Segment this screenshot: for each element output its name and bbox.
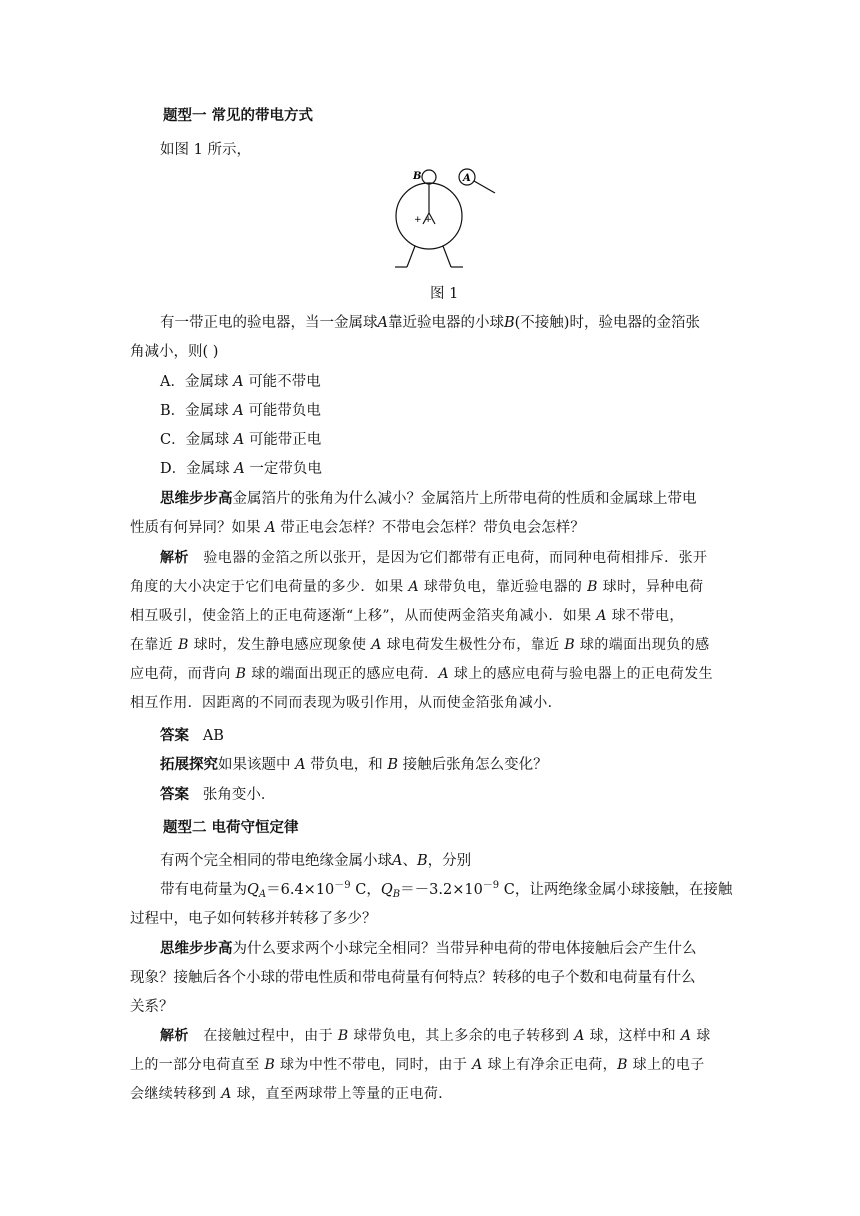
section1-heading: 题型一 常见的带电方式 — [163, 108, 314, 124]
electroscope-figure — [385, 162, 505, 274]
ball-b — [422, 170, 436, 184]
answer-value: AB — [202, 728, 224, 744]
question-line-1: 有一带正电的验电器，当一金属球A靠近验电器的小球B(不接触)时，验电器的金箔张 — [160, 315, 700, 331]
analysis-label: 解析 — [160, 550, 189, 566]
s2-think-label: 思维步步高 — [160, 941, 233, 957]
option-d: D．金属球 A 一定带负电 — [160, 461, 322, 477]
section1-intro: 如图 1 所示， — [160, 142, 251, 158]
s2-analysis-line-2: 上的一部分电荷直至 B 球为中性不带电，同时，由于 A 球上有净余正电荷，B 球上的电子 — [130, 1057, 705, 1073]
question-line-2: 角减小，则( ) — [130, 344, 219, 360]
option-b: B．金属球 A 可能带负电 — [160, 403, 321, 419]
explore-line: 拓展探究如果该题中 A 带负电，和 B 接触后张角怎么变化？ — [160, 757, 548, 773]
s2-think-line-1: 思维步步高为什么要求两个小球完全相同？当带异种电荷的带电体接触后会产生什么 — [160, 941, 697, 957]
label-b: B — [413, 171, 422, 182]
analysis-line-3: 相互吸引，使金箔上的正电荷逐渐“上移”，从而使两金箔夹角减小．如果 A 球不带电， — [130, 608, 684, 624]
leg-right — [443, 246, 451, 267]
analysis-line-4: 在靠近 B 球时，发生静电感应现象使 A 球电荷发生极性分布，靠近 B 球的端面出现负的感 — [130, 637, 710, 653]
option-c: C．金属球 A 可能带正电 — [160, 432, 322, 448]
label-a: A — [463, 173, 471, 184]
think-line-1: 思维步步高金属箔片的张角为什么减小？金属箔片上所带电荷的性质和金属球上带电 — [160, 491, 697, 507]
analysis-line-5: 应电荷，而背向 B 球的端面出现正的感应电荷．A 球上的感应电荷与验电器上的正电荷发生 — [130, 666, 714, 682]
figure-caption: 图 1 — [430, 286, 459, 302]
answer2-label: 答案 — [160, 787, 189, 803]
answer-label: 答案 — [160, 728, 189, 744]
s2-analysis-line-3: 会继续转移到 A 球，直至两球带上等量的正电荷． — [130, 1086, 453, 1102]
s2-question-line-2: 带有电荷量为$Q_A=6.4\times 10^{-9}$ C，$Q_B=-3.2\times 10^{-9}$ C，让两绝缘金属小球接触，在接触 — [160, 880, 733, 900]
section2-heading: 题型二 电荷守恒定律 — [163, 820, 299, 836]
analysis-line-2: 角度的大小决定于它们电荷量的多少．如果 A 球带负电，靠近验电器的 B 球时，异种电荷 — [130, 579, 704, 595]
analysis-line-6: 相互作用．因距离的不同而表现为吸引作用，从而使金箔张角减小． — [130, 695, 562, 711]
s2-analysis-line-1: 解析 在接触过程中，由于 B 球带负电，其上多余的电子转移到 A 球，这样中和 A 球 — [160, 1028, 711, 1044]
answer-line — [160, 726, 224, 746]
explore-label: 拓展探究 — [160, 757, 218, 773]
charges-label: + + — [414, 215, 432, 225]
s2-question-line-1: 有两个完全相同的带电绝缘金属小球A、B，分别 — [160, 853, 472, 869]
ball-a-handle — [474, 181, 495, 193]
analysis-line-1: 解析 验电器的金箔之所以张开，是因为它们都带有正电荷，而同种电荷相排斥．张开 — [160, 550, 708, 566]
s2-analysis-label: 解析 — [160, 1028, 189, 1044]
s2-think-line-2: 现象？接触后各个小球的带电性质和带电荷量有何特点？转移的电子个数和电荷量有什么 — [130, 970, 696, 986]
think-label: 思维步步高 — [160, 491, 233, 507]
answer2-value: 张角变小． — [202, 787, 276, 803]
s2-think-line-3: 关系？ — [130, 999, 174, 1015]
option-a: A．金属球 A 可能不带电 — [160, 374, 321, 390]
s2-question-line-3: 过程中，电子如何转移并转移了多少？ — [130, 911, 377, 927]
leg-left — [407, 246, 415, 267]
think-line-2: 性质有何异同？如果 A 带正电会怎样？不带电会怎样？带负电会怎样？ — [130, 520, 585, 536]
answer2-line — [160, 785, 275, 805]
